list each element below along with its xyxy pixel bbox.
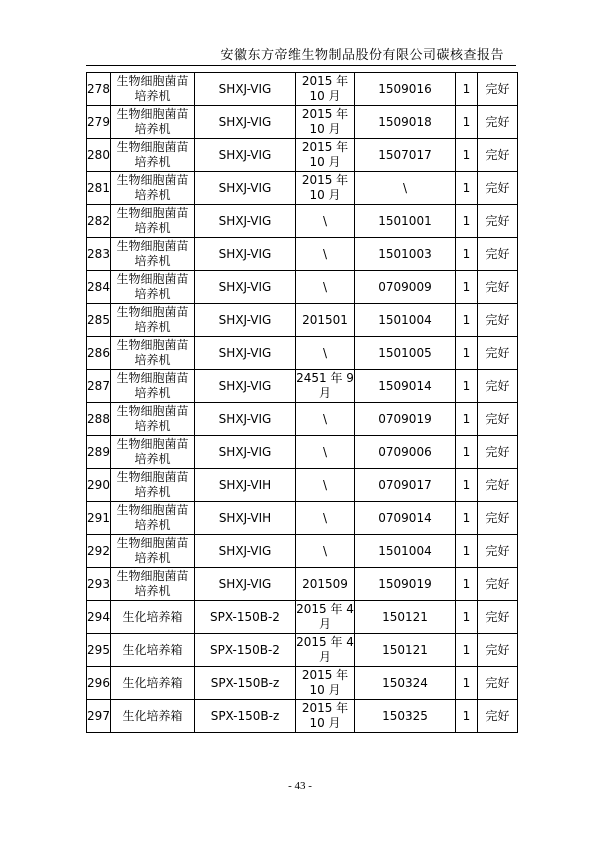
quantity: 1 (456, 337, 478, 370)
page-header (0, 44, 600, 64)
equipment-name: 生物细胞菌苗培养机 (111, 568, 195, 601)
equipment-table (86, 72, 518, 733)
condition-status: 完好 (478, 205, 518, 238)
row-index: 284 (87, 271, 111, 304)
row-index: 295 (87, 634, 111, 667)
manufacture-date-text: \ (322, 213, 328, 228)
condition-status: 完好 (478, 469, 518, 502)
equipment-name: 生物细胞菌苗培养机 (111, 73, 195, 106)
quantity: 1 (456, 436, 478, 469)
table-row (87, 568, 518, 601)
manufacture-date (296, 172, 355, 205)
equipment-name: 生化培养箱 (111, 667, 195, 700)
serial-number: 0709006 (355, 436, 456, 469)
equipment-name: 生物细胞菌苗培养机 (111, 403, 195, 436)
quantity: 1 (456, 601, 478, 634)
manufacture-date (296, 667, 355, 700)
serial-number: 150121 (355, 601, 456, 634)
manufacture-date (296, 403, 355, 436)
serial-number: 0709017 (355, 469, 456, 502)
table-body (87, 73, 518, 733)
condition-status: 完好 (478, 436, 518, 469)
manufacture-date-text: \ (322, 510, 328, 525)
manufacture-date (296, 73, 355, 106)
row-index: 278 (87, 73, 111, 106)
manufacture-date-text: 2015 年 4 月 (296, 602, 354, 631)
row-index: 287 (87, 370, 111, 403)
page-number: - 43 - (288, 780, 312, 792)
manufacture-date-text: 2015 年 10 月 (301, 107, 349, 136)
condition-status: 完好 (478, 370, 518, 403)
condition-status: 完好 (478, 502, 518, 535)
condition-status: 完好 (478, 634, 518, 667)
row-index: 290 (87, 469, 111, 502)
table-row (87, 139, 518, 172)
serial-number: 0709019 (355, 403, 456, 436)
serial-number: 1507017 (355, 139, 456, 172)
manufacture-date-text: 2015 年 10 月 (301, 74, 349, 103)
serial-number: 150325 (355, 700, 456, 733)
manufacture-date-text: \ (322, 246, 328, 261)
manufacture-date (296, 370, 355, 403)
manufacture-date (296, 502, 355, 535)
equipment-model: SHXJ-VIG (195, 106, 296, 139)
equipment-name: 生物细胞菌苗培养机 (111, 205, 195, 238)
manufacture-date-text: 2451 年 9 月 (296, 371, 354, 400)
equipment-name: 生化培养箱 (111, 601, 195, 634)
equipment-model: SHXJ-VIG (195, 172, 296, 205)
row-index: 291 (87, 502, 111, 535)
manufacture-date (296, 469, 355, 502)
manufacture-date (296, 601, 355, 634)
table-row (87, 403, 518, 436)
table-row (87, 205, 518, 238)
table-row (87, 304, 518, 337)
equipment-model: SHXJ-VIH (195, 469, 296, 502)
condition-status: 完好 (478, 271, 518, 304)
serial-number: 1509018 (355, 106, 456, 139)
manufacture-date (296, 139, 355, 172)
quantity: 1 (456, 73, 478, 106)
equipment-name: 生物细胞菌苗培养机 (111, 436, 195, 469)
equipment-name: 生物细胞菌苗培养机 (111, 337, 195, 370)
manufacture-date-text: 2015 年 4 月 (296, 635, 354, 664)
equipment-name: 生物细胞菌苗培养机 (111, 469, 195, 502)
condition-status: 完好 (478, 667, 518, 700)
row-index: 293 (87, 568, 111, 601)
equipment-name: 生化培养箱 (111, 634, 195, 667)
equipment-model: SHXJ-VIG (195, 238, 296, 271)
table-row (87, 667, 518, 700)
serial-number: 150121 (355, 634, 456, 667)
equipment-model: SHXJ-VIG (195, 73, 296, 106)
equipment-model: SHXJ-VIG (195, 139, 296, 172)
serial-number: 1509019 (355, 568, 456, 601)
row-index: 296 (87, 667, 111, 700)
manufacture-date (296, 106, 355, 139)
equipment-name: 生物细胞菌苗培养机 (111, 502, 195, 535)
manufacture-date-text: \ (322, 543, 328, 558)
report-title: 安徽东方帝维生物制品股份有限公司碳核查报告 (220, 48, 504, 63)
condition-status: 完好 (478, 535, 518, 568)
row-index: 294 (87, 601, 111, 634)
manufacture-date-text: \ (322, 444, 328, 459)
row-index: 280 (87, 139, 111, 172)
equipment-name: 生物细胞菌苗培养机 (111, 535, 195, 568)
manufacture-date-text: 2015 年 10 月 (301, 668, 349, 697)
equipment-name: 生物细胞菌苗培养机 (111, 106, 195, 139)
condition-status: 完好 (478, 139, 518, 172)
equipment-model: SHXJ-VIG (195, 304, 296, 337)
quantity: 1 (456, 667, 478, 700)
equipment-model: SHXJ-VIH (195, 502, 296, 535)
equipment-name: 生化培养箱 (111, 700, 195, 733)
table-row (87, 502, 518, 535)
manufacture-date (296, 337, 355, 370)
quantity: 1 (456, 700, 478, 733)
row-index: 281 (87, 172, 111, 205)
table-row (87, 370, 518, 403)
manufacture-date-text: \ (322, 345, 328, 360)
manufacture-date-text: 2015 年 10 月 (301, 140, 349, 169)
table-row (87, 634, 518, 667)
equipment-name: 生物细胞菌苗培养机 (111, 139, 195, 172)
condition-status: 完好 (478, 568, 518, 601)
quantity: 1 (456, 304, 478, 337)
serial-number: 1509014 (355, 370, 456, 403)
table-row (87, 172, 518, 205)
equipment-model: SHXJ-VIG (195, 535, 296, 568)
quantity: 1 (456, 634, 478, 667)
table-row (87, 436, 518, 469)
equipment-name: 生物细胞菌苗培养机 (111, 304, 195, 337)
quantity: 1 (456, 106, 478, 139)
equipment-model: SHXJ-VIG (195, 271, 296, 304)
serial-number: 1501001 (355, 205, 456, 238)
table-row (87, 535, 518, 568)
equipment-model: SHXJ-VIG (195, 403, 296, 436)
manufacture-date (296, 634, 355, 667)
equipment-model: SPX-150B-2 (195, 601, 296, 634)
quantity: 1 (456, 370, 478, 403)
condition-status: 完好 (478, 106, 518, 139)
condition-status: 完好 (478, 304, 518, 337)
condition-status: 完好 (478, 337, 518, 370)
manufacture-date (296, 568, 355, 601)
serial-number: 1501005 (355, 337, 456, 370)
equipment-model: SHXJ-VIG (195, 337, 296, 370)
table-row (87, 238, 518, 271)
table-row (87, 700, 518, 733)
equipment-model: SPX-150B-2 (195, 634, 296, 667)
quantity: 1 (456, 172, 478, 205)
equipment-model: SHXJ-VIG (195, 205, 296, 238)
row-index: 282 (87, 205, 111, 238)
table-row (87, 469, 518, 502)
row-index: 285 (87, 304, 111, 337)
table-row (87, 106, 518, 139)
manufacture-date-text: \ (322, 411, 328, 426)
equipment-name: 生物细胞菌苗培养机 (111, 271, 195, 304)
manufacture-date-text: 2015 年 10 月 (301, 173, 349, 202)
quantity: 1 (456, 139, 478, 172)
quantity: 1 (456, 238, 478, 271)
row-index: 289 (87, 436, 111, 469)
equipment-model: SPX-150B-z (195, 667, 296, 700)
table-row (87, 337, 518, 370)
equipment-name: 生物细胞菌苗培养机 (111, 172, 195, 205)
manufacture-date (296, 700, 355, 733)
table-row (87, 271, 518, 304)
equipment-model: SPX-150B-z (195, 700, 296, 733)
quantity: 1 (456, 535, 478, 568)
manufacture-date (296, 535, 355, 568)
manufacture-date (296, 238, 355, 271)
manufacture-date-text: 2015 年 10 月 (301, 701, 349, 730)
serial-number: 150324 (355, 667, 456, 700)
manufacture-date-text: \ (322, 477, 328, 492)
equipment-model: SHXJ-VIG (195, 436, 296, 469)
table-row (87, 73, 518, 106)
manufacture-date (296, 304, 355, 337)
header-divider (86, 65, 516, 66)
equipment-name: 生物细胞菌苗培养机 (111, 238, 195, 271)
manufacture-date-text: 201509 (302, 576, 348, 591)
condition-status: 完好 (478, 238, 518, 271)
table-row (87, 601, 518, 634)
manufacture-date (296, 436, 355, 469)
row-index: 283 (87, 238, 111, 271)
manufacture-date-text: \ (322, 279, 328, 294)
row-index: 288 (87, 403, 111, 436)
serial-number: 1501004 (355, 535, 456, 568)
condition-status: 完好 (478, 73, 518, 106)
equipment-model: SHXJ-VIG (195, 370, 296, 403)
quantity: 1 (456, 568, 478, 601)
condition-status: 完好 (478, 700, 518, 733)
condition-status: 完好 (478, 172, 518, 205)
serial-number: 1509016 (355, 73, 456, 106)
quantity: 1 (456, 271, 478, 304)
manufacture-date (296, 271, 355, 304)
serial-number: 0709014 (355, 502, 456, 535)
row-index: 292 (87, 535, 111, 568)
serial-number: 0709009 (355, 271, 456, 304)
equipment-name: 生物细胞菌苗培养机 (111, 370, 195, 403)
quantity: 1 (456, 502, 478, 535)
quantity: 1 (456, 205, 478, 238)
row-index: 279 (87, 106, 111, 139)
manufacture-date-text: 201501 (302, 312, 348, 327)
row-index: 286 (87, 337, 111, 370)
quantity: 1 (456, 469, 478, 502)
condition-status: 完好 (478, 601, 518, 634)
equipment-model: SHXJ-VIG (195, 568, 296, 601)
condition-status: 完好 (478, 403, 518, 436)
row-index: 297 (87, 700, 111, 733)
quantity: 1 (456, 403, 478, 436)
manufacture-date (296, 205, 355, 238)
serial-number: 1501004 (355, 304, 456, 337)
serial-number: 1501003 (355, 238, 456, 271)
serial-number: \ (355, 172, 456, 205)
